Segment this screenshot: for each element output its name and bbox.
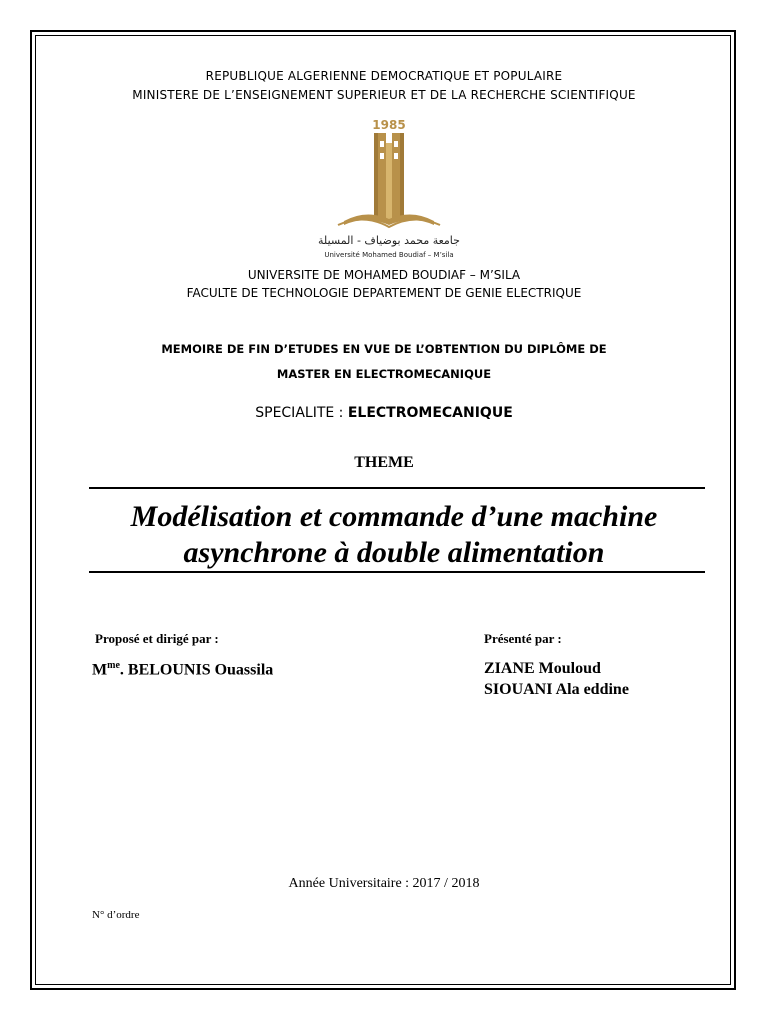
presenter-name: ZIANE Mouloud (484, 660, 601, 677)
presenters-label: Présenté par : (484, 631, 562, 646)
order-number-label: N° d’ordre (92, 909, 140, 921)
supervisor-full-name: . BELOUNIS Ouassila (119, 661, 274, 679)
academic-year: Année Universitaire : 2017 / 2018 (288, 876, 480, 891)
supervisor-title-prefix: M (92, 661, 108, 679)
faculty-name: FACULTE DE TECHNOLOGIE DEPARTEMENT DE GENIE ELECTRIQUE (186, 286, 582, 300)
supervisor-name (92, 660, 273, 679)
republic-heading: REPUBLIQUE ALGERIENNE DEMOCRATIQUE ET POPULAIRE (205, 69, 563, 83)
thesis-title-line-2: asynchrone à double alimentation (183, 536, 605, 569)
logo-latin-name: Université Mohamed Boudiaf – M’sila (324, 251, 454, 259)
logo-year: 1985 (372, 118, 406, 132)
memoire-line-2: MASTER EN ELECTROMECANIQUE (276, 367, 492, 381)
presenter-name: SIOUANI Ala eddine (484, 681, 629, 698)
specialite (0, 405, 768, 421)
title-rule-bottom (89, 571, 705, 573)
title-rule-top (89, 487, 705, 489)
university-logo (314, 113, 464, 263)
supervisor-label: Proposé et dirigé par : (95, 631, 219, 646)
thesis-title-line-1: Modélisation et commande d’une machine (130, 500, 658, 533)
memoire-line-1: MEMOIRE DE FIN D’ETUDES EN VUE DE L’OBTENTION DU DIPLÔME DE (161, 342, 607, 356)
theme-label: THEME (354, 454, 414, 471)
logo-arabic-name: جامعة محمد بوضياف - المسيلة (318, 234, 460, 247)
specialite-label: SPECIALITE : (255, 405, 348, 421)
specialite-value: ELECTROMECANIQUE (347, 405, 513, 421)
thesis-title (0, 499, 768, 571)
ministry-heading: MINISTERE DE L’ENSEIGNEMENT SUPERIEUR ET DE LA RECHERCHE SCIENTIFIQUE (132, 88, 636, 102)
university-name: UNIVERSITE DE MOHAMED BOUDIAF – M’SILA (247, 268, 521, 282)
supervisor-title-sup: me (107, 660, 120, 671)
